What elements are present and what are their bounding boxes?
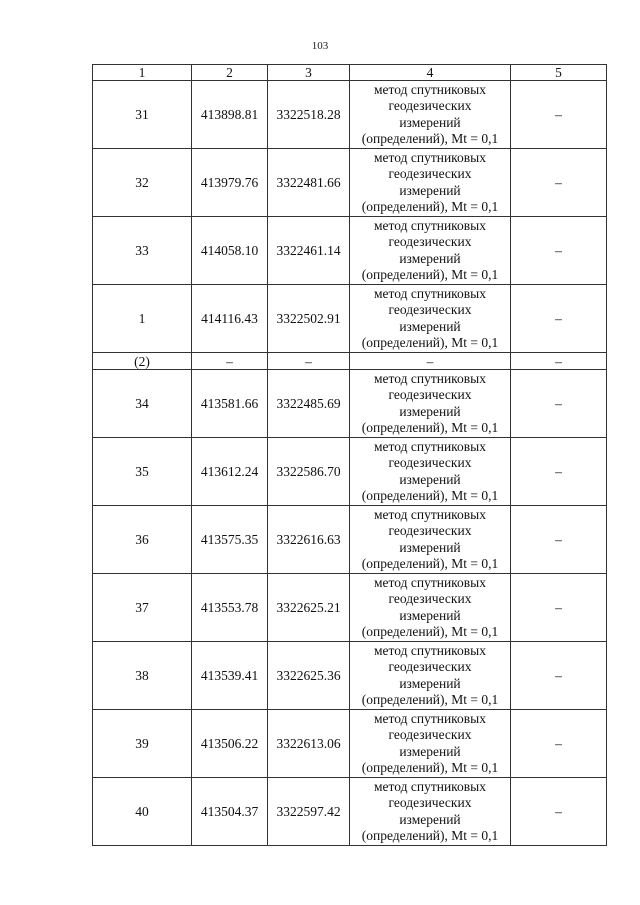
note-cell: – xyxy=(511,778,607,846)
x-coordinate-cell: 413581.66 xyxy=(192,370,268,438)
method-line: (определений), Mt = 0,1 xyxy=(361,419,499,435)
method-line: геодезических xyxy=(388,523,472,539)
table-row xyxy=(93,574,607,642)
y-coordinate-cell: 3322502.91 xyxy=(268,285,350,353)
y-coordinate-cell: – xyxy=(268,353,350,370)
coordinates-table xyxy=(92,64,607,846)
method-line: измерений xyxy=(399,114,461,130)
x-coordinate-cell: 413506.22 xyxy=(192,710,268,778)
method-line: геодезических xyxy=(388,455,472,471)
method-line: (определений), Mt = 0,1 xyxy=(361,827,499,843)
y-coordinate-cell: 3322625.21 xyxy=(268,574,350,642)
y-coordinate-cell: 3322613.06 xyxy=(268,710,350,778)
method-cell: – xyxy=(350,353,511,370)
method-line: метод спутниковых xyxy=(374,370,486,386)
method-line: (определений), Mt = 0,1 xyxy=(361,266,499,282)
method-line: измерений xyxy=(399,403,461,419)
y-coordinate-cell: 3322481.66 xyxy=(268,149,350,217)
x-coordinate-cell: 413553.78 xyxy=(192,574,268,642)
method-line: геодезических xyxy=(388,166,472,182)
note-cell: – xyxy=(511,438,607,506)
method-line: метод спутниковых xyxy=(374,710,486,726)
method-line: метод спутниковых xyxy=(374,506,486,522)
method-cell xyxy=(350,217,511,285)
method-line: измерений xyxy=(399,607,461,623)
method-cell xyxy=(350,438,511,506)
point-number-cell: 34 xyxy=(93,370,192,438)
x-coordinate-cell: 413504.37 xyxy=(192,778,268,846)
method-cell xyxy=(350,149,511,217)
method-cell xyxy=(350,642,511,710)
point-number-cell: 38 xyxy=(93,642,192,710)
note-cell: – xyxy=(511,710,607,778)
header-col-3: 3 xyxy=(268,65,350,81)
y-coordinate-cell: 3322518.28 xyxy=(268,81,350,149)
table-body xyxy=(93,81,607,846)
x-coordinate-cell: 413539.41 xyxy=(192,642,268,710)
page-number: 103 xyxy=(311,40,329,52)
method-cell xyxy=(350,506,511,574)
y-coordinate-cell: 3322597.42 xyxy=(268,778,350,846)
table-row xyxy=(93,149,607,217)
y-coordinate-cell: 3322625.36 xyxy=(268,642,350,710)
method-line: измерений xyxy=(399,250,461,266)
method-line: (определений), Mt = 0,1 xyxy=(361,759,499,775)
y-coordinate-cell: 3322586.70 xyxy=(268,438,350,506)
header-col-4: 4 xyxy=(350,65,511,81)
point-number-cell: 32 xyxy=(93,149,192,217)
table-row xyxy=(93,81,607,149)
point-number-cell: 31 xyxy=(93,81,192,149)
x-coordinate-cell: 414058.10 xyxy=(192,217,268,285)
method-line: измерений xyxy=(399,743,461,759)
note-cell: – xyxy=(511,370,607,438)
method-line: измерений xyxy=(399,811,461,827)
method-line: (определений), Mt = 0,1 xyxy=(361,691,499,707)
note-cell: – xyxy=(511,506,607,574)
table-row xyxy=(93,438,607,506)
point-number-cell: 39 xyxy=(93,710,192,778)
y-coordinate-cell: 3322485.69 xyxy=(268,370,350,438)
method-line: (определений), Mt = 0,1 xyxy=(361,198,499,214)
method-line: (определений), Mt = 0,1 xyxy=(361,623,499,639)
method-line: (определений), Mt = 0,1 xyxy=(361,487,499,503)
method-line: метод спутниковых xyxy=(374,285,486,301)
y-coordinate-cell: 3322616.63 xyxy=(268,506,350,574)
method-cell xyxy=(350,81,511,149)
table-row xyxy=(93,217,607,285)
method-line: измерений xyxy=(399,318,461,334)
method-line: метод спутниковых xyxy=(374,81,486,97)
table-row xyxy=(93,506,607,574)
point-number-cell: 37 xyxy=(93,574,192,642)
point-number-cell: 33 xyxy=(93,217,192,285)
method-cell xyxy=(350,370,511,438)
point-number-cell: (2) xyxy=(93,353,192,370)
note-cell: – xyxy=(511,81,607,149)
method-line: геодезических xyxy=(388,727,472,743)
x-coordinate-cell: 413979.76 xyxy=(192,149,268,217)
x-coordinate-cell: 413898.81 xyxy=(192,81,268,149)
method-line: метод спутниковых xyxy=(374,149,486,165)
method-cell xyxy=(350,285,511,353)
method-line: геодезических xyxy=(388,387,472,403)
x-coordinate-cell: 414116.43 xyxy=(192,285,268,353)
header-col-5: 5 xyxy=(511,65,607,81)
method-line: измерений xyxy=(399,539,461,555)
note-cell: – xyxy=(511,285,607,353)
note-cell: – xyxy=(511,149,607,217)
y-coordinate-cell: 3322461.14 xyxy=(268,217,350,285)
method-line: измерений xyxy=(399,182,461,198)
method-line: измерений xyxy=(399,471,461,487)
method-cell xyxy=(350,574,511,642)
table-row xyxy=(93,710,607,778)
table-separator-row xyxy=(93,353,607,370)
header-col-1: 1 xyxy=(93,65,192,81)
method-line: геодезических xyxy=(388,795,472,811)
point-number-cell: 1 xyxy=(93,285,192,353)
method-line: метод спутниковых xyxy=(374,778,486,794)
note-cell: – xyxy=(511,574,607,642)
table-row xyxy=(93,285,607,353)
note-cell: – xyxy=(511,353,607,370)
method-line: (определений), Mt = 0,1 xyxy=(361,130,499,146)
method-line: измерений xyxy=(399,675,461,691)
point-number-cell: 40 xyxy=(93,778,192,846)
header-col-2: 2 xyxy=(192,65,268,81)
method-cell xyxy=(350,710,511,778)
note-cell: – xyxy=(511,217,607,285)
method-line: геодезических xyxy=(388,234,472,250)
table-row xyxy=(93,370,607,438)
method-line: (определений), Mt = 0,1 xyxy=(361,555,499,571)
x-coordinate-cell: 413575.35 xyxy=(192,506,268,574)
method-line: геодезических xyxy=(388,591,472,607)
method-line: (определений), Mt = 0,1 xyxy=(361,334,499,350)
method-line: метод спутниковых xyxy=(374,438,486,454)
x-coordinate-cell: – xyxy=(192,353,268,370)
table-header-row xyxy=(93,65,607,81)
method-line: геодезических xyxy=(388,302,472,318)
method-line: метод спутниковых xyxy=(374,574,486,590)
table-row xyxy=(93,778,607,846)
table-row xyxy=(93,642,607,710)
point-number-cell: 35 xyxy=(93,438,192,506)
note-cell: – xyxy=(511,642,607,710)
point-number-cell: 36 xyxy=(93,506,192,574)
method-cell xyxy=(350,778,511,846)
method-line: метод спутниковых xyxy=(374,642,486,658)
method-line: геодезических xyxy=(388,659,472,675)
method-line: метод спутниковых xyxy=(374,217,486,233)
method-line: геодезических xyxy=(388,98,472,114)
x-coordinate-cell: 413612.24 xyxy=(192,438,268,506)
